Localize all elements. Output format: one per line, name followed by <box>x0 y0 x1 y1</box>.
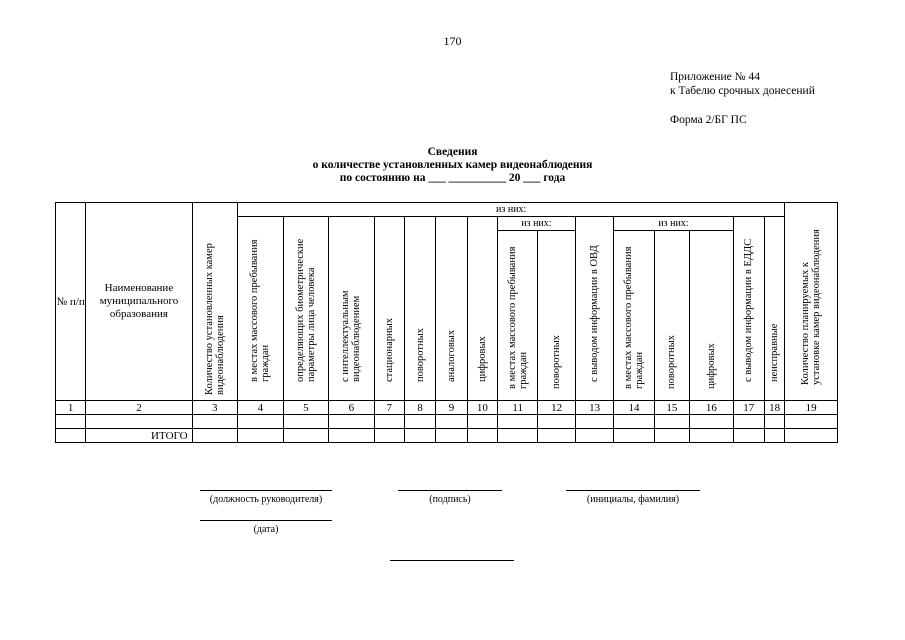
header-analog-label: аналоговых <box>445 329 457 382</box>
col-number: 5 <box>283 401 329 415</box>
date-line <box>200 520 332 521</box>
header-rotary-label: поворотных <box>414 328 426 382</box>
header-o-mass <box>614 231 654 401</box>
header-rotary <box>404 217 435 401</box>
appendix-note <box>670 70 815 98</box>
signature-line <box>398 490 502 491</box>
header-d-rotary-label: поворотных <box>551 335 563 389</box>
column-numbers-row <box>56 401 838 415</box>
header-o-mass-label: в местах массового пребывания граждан <box>623 246 645 389</box>
header-total-cameras-label: Количество установленных камер видеонаблюдения <box>203 243 226 395</box>
header-planned-label: Количество планируемых к установке камер видеонаблюдения <box>800 229 823 385</box>
page-number: 170 <box>443 34 462 48</box>
header-digital <box>467 217 497 401</box>
header-municipality-label: Наименование муниципального образования <box>99 282 179 320</box>
appendix-line-2: к Табелю срочных донесений <box>670 85 815 97</box>
col-number: 10 <box>467 401 497 415</box>
header-faulty-label: неисправные <box>769 323 781 382</box>
header-no: № п/п <box>56 203 86 401</box>
col-number: 4 <box>238 401 284 415</box>
header-o-digital <box>690 231 733 401</box>
header-planned <box>785 203 838 401</box>
bottom-divider <box>390 560 514 561</box>
col-number: 19 <box>785 401 838 415</box>
header-intelligent-label: с интеллектуальным видеонаблюдением <box>340 290 363 382</box>
initials-line <box>566 490 700 491</box>
header-ovd-label: с выводом информации в ОВД <box>589 245 601 382</box>
col-number: 8 <box>404 401 435 415</box>
header-ovd <box>575 217 613 401</box>
total-label: ИТОГО <box>86 429 192 443</box>
total-row <box>56 429 838 443</box>
col-number: 15 <box>654 401 689 415</box>
header-total-cameras <box>192 203 238 401</box>
header-ovd-of-them: из них: <box>614 217 733 231</box>
header-edds <box>733 217 764 401</box>
header-o-digital-label: цифровых <box>705 343 717 389</box>
header-d-rotary <box>538 231 575 401</box>
col-number: 7 <box>374 401 404 415</box>
header-mass-places-label: в местах массового пребывания граждан <box>249 239 272 382</box>
header-o-rotary-label: поворотных <box>666 335 678 389</box>
document-title <box>0 146 905 185</box>
empty-row <box>56 415 838 429</box>
header-stationary <box>374 217 404 401</box>
col-number: 17 <box>733 401 764 415</box>
header-of-them: из них: <box>238 203 785 217</box>
col-number: 11 <box>497 401 537 415</box>
appendix-line-1: Приложение № 44 <box>670 71 760 83</box>
header-stationary-label: стационарных <box>383 318 395 382</box>
col-number: 18 <box>764 401 784 415</box>
col-number: 14 <box>614 401 654 415</box>
form-label: Форма 2/БГ ПС <box>670 114 747 126</box>
col-number: 9 <box>436 401 467 415</box>
position-line <box>200 490 332 491</box>
header-faulty <box>764 217 784 401</box>
report-table <box>55 202 838 443</box>
signature-caption: (подпись) <box>429 494 471 505</box>
header-digital-of-them: из них: <box>497 217 575 231</box>
initials-caption: (инициалы, фамилия) <box>586 494 680 505</box>
title-line-2: о количестве установленных камер видеонаблюдения <box>312 159 593 171</box>
header-d-mass <box>497 231 537 401</box>
header-digital-label: цифровых <box>476 336 488 382</box>
title-line-3: по состоянию на ___ __________ 20 ___ года <box>339 172 566 184</box>
header-edds-label: с выводом информации в ЕДДС <box>743 238 755 382</box>
date-caption: (дата) <box>253 524 279 535</box>
col-number: 3 <box>192 401 238 415</box>
col-number: 1 <box>56 401 86 415</box>
header-biometric-label: определяющих биометрические параметры лица человека <box>294 238 317 382</box>
header-intelligent <box>329 217 375 401</box>
position-caption: (должность руководителя) <box>209 494 323 505</box>
col-number: 13 <box>575 401 613 415</box>
col-number: 6 <box>329 401 375 415</box>
header-municipality <box>86 203 192 401</box>
col-number: 16 <box>690 401 733 415</box>
header-mass-places <box>238 217 284 401</box>
title-line-1: Сведения <box>427 146 478 158</box>
col-number: 2 <box>86 401 192 415</box>
header-biometric <box>283 217 329 401</box>
header-analog <box>436 217 467 401</box>
header-o-rotary <box>654 231 689 401</box>
col-number: 12 <box>538 401 575 415</box>
header-d-mass-label: в местах массового пребывания граждан <box>506 246 529 389</box>
